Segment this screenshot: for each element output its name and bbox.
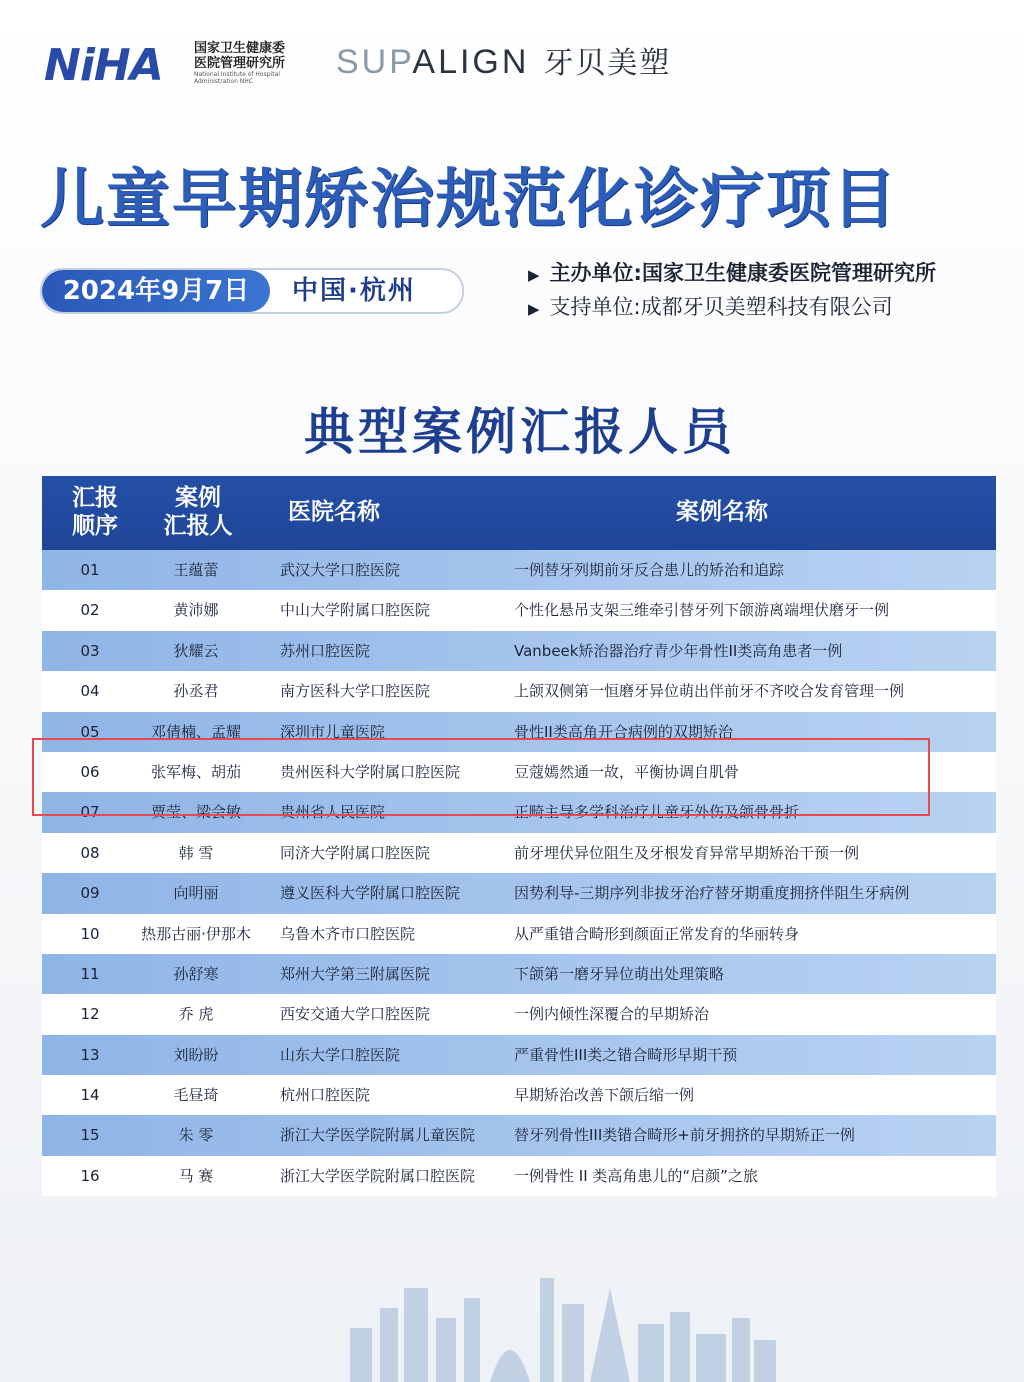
row-reporter: 孙舒寒 xyxy=(173,964,219,983)
section-title: 典型案例汇报人员 xyxy=(304,403,736,461)
supalign-logo xyxy=(336,40,671,84)
highlight-box xyxy=(32,738,930,816)
row-case: 一例骨性 II 类高角患儿的“启颜”之旅 xyxy=(514,1166,758,1185)
date-location-pill xyxy=(40,268,464,314)
row-number: 07 xyxy=(80,803,100,822)
row-case: 骨性II类高角开合病例的双期矫治 xyxy=(514,722,733,741)
supalign-sup: SUP xyxy=(336,43,413,81)
event-date: 2024年9月7日 xyxy=(42,270,270,312)
row-hospital: 山东大学口腔医院 xyxy=(280,1045,401,1064)
row-number: 15 xyxy=(80,1126,100,1145)
row-case: 个性化悬吊支架三维牵引替牙列下颌游离端埋伏磨牙一例 xyxy=(514,601,890,620)
table-row xyxy=(42,914,996,954)
table-row xyxy=(42,1035,996,1075)
row-hospital: 苏州口腔医院 xyxy=(280,641,371,660)
row-hospital: 中山大学附属口腔医院 xyxy=(280,601,431,620)
host-unit xyxy=(528,258,1018,288)
row-number: 09 xyxy=(80,884,100,903)
row-number: 12 xyxy=(80,1005,100,1024)
row-hospital: 深圳市儿童医院 xyxy=(280,722,386,741)
row-case: 替牙列骨性III类错合畸形+前牙拥挤的早期矫正一例 xyxy=(514,1126,855,1145)
row-case: 前牙埋伏异位阻生及牙根发育异常早期矫治干预一例 xyxy=(514,843,860,862)
table-row xyxy=(42,671,996,711)
row-number: 06 xyxy=(80,762,100,781)
table-row xyxy=(42,1156,996,1196)
row-reporter: 邓倩楠、孟耀 xyxy=(150,722,241,741)
table-row xyxy=(42,954,996,994)
header-order xyxy=(42,476,148,550)
row-hospital: 遵义医科大学附属口腔医院 xyxy=(280,884,461,903)
row-hospital: 浙江大学医学院附属口腔医院 xyxy=(280,1166,476,1185)
row-number: 14 xyxy=(80,1086,100,1105)
row-hospital: 武汉大学口腔医院 xyxy=(280,561,401,579)
niha-cn-line1: 国家卫生健康委 xyxy=(194,41,286,56)
main-title: 儿童早期矫治规范化诊疗项目 xyxy=(40,163,898,228)
row-reporter: 王蕴蕾 xyxy=(173,561,219,579)
header-order-line1: 汇报 xyxy=(72,485,118,512)
row-number: 04 xyxy=(80,682,100,701)
row-hospital: 贵州省人民医院 xyxy=(280,803,386,822)
support-unit xyxy=(528,292,1018,322)
row-number: 08 xyxy=(80,843,100,862)
header-reporter xyxy=(148,476,248,550)
row-case: 一例内倾性深覆合的早期矫治 xyxy=(514,1005,710,1024)
row-reporter: 刘盼盼 xyxy=(173,1045,219,1064)
niha-cn-line2: 医院管理研究所 xyxy=(194,55,286,71)
row-number: 16 xyxy=(80,1166,100,1185)
row-reporter: 毛昼琦 xyxy=(173,1086,219,1105)
table-row xyxy=(42,833,996,873)
row-reporter: 孙丞君 xyxy=(173,682,219,701)
header-order-line2: 顺序 xyxy=(72,513,118,539)
table-row xyxy=(42,550,996,590)
event-location: 中国·杭州 xyxy=(292,276,416,306)
row-case: 从严重错合畸形到颜面正常发育的华丽转身 xyxy=(514,924,800,943)
row-reporter: 朱 零 xyxy=(178,1126,214,1145)
row-case: 因势利导-三期序列非拔牙治疗替牙期重度拥挤伴阻生牙病例 xyxy=(514,884,910,903)
row-reporter: 黄沛娜 xyxy=(173,601,219,620)
row-reporter: 狄耀云 xyxy=(173,641,219,660)
row-case: 一例替牙列期前牙反合患儿的矫治和追踪 xyxy=(514,561,785,579)
city-skyline-illustration xyxy=(340,1268,780,1382)
row-hospital: 西安交通大学口腔医院 xyxy=(280,1005,431,1024)
row-case: 下颌第一磨牙异位萌出处理策略 xyxy=(514,964,725,983)
row-hospital: 南方医科大学口腔医院 xyxy=(280,682,431,701)
header-case: 案例名称 xyxy=(676,499,768,526)
row-reporter: 热那古丽·伊那木 xyxy=(141,924,251,943)
row-hospital: 杭州口腔医院 xyxy=(280,1086,371,1105)
niha-en: National Institute of Hospital Administration NHC xyxy=(194,70,280,85)
row-reporter: 韩 雪 xyxy=(178,843,214,862)
row-reporter: 张军梅、胡茄 xyxy=(150,762,241,781)
row-reporter: 向明丽 xyxy=(173,884,219,903)
row-hospital: 郑州大学第三附属医院 xyxy=(280,964,431,983)
row-hospital: 乌鲁木齐市口腔医院 xyxy=(280,924,416,943)
niha-logo-text xyxy=(194,42,314,86)
table-row xyxy=(42,994,996,1034)
row-number: 02 xyxy=(80,601,100,620)
triangle-bullet-icon: ▶ xyxy=(528,300,540,318)
row-number: 05 xyxy=(80,722,100,741)
header-reporter-line2: 汇报人 xyxy=(163,513,233,539)
table-row xyxy=(42,631,996,671)
row-number: 13 xyxy=(80,1045,100,1064)
table-row xyxy=(42,1075,996,1115)
row-hospital: 贵州医科大学附属口腔医院 xyxy=(280,762,461,781)
row-case: 严重骨性III类之错合畸形早期干预 xyxy=(514,1045,738,1064)
row-number: 11 xyxy=(80,964,100,983)
row-number: 01 xyxy=(80,561,100,579)
row-case: 豆蔻嫣然通一故，平衡协调自肌骨 xyxy=(514,762,740,781)
triangle-bullet-icon: ▶ xyxy=(528,266,540,284)
reporters-table xyxy=(42,476,996,1196)
host-unit-text: 主办单位:国家卫生健康委医院管理研究所 xyxy=(549,261,936,285)
support-unit-text: 支持单位:成都牙贝美塑科技有限公司 xyxy=(549,295,893,319)
row-number: 10 xyxy=(80,924,100,943)
row-reporter: 贾莹、梁会敏 xyxy=(150,803,241,822)
niha-logo xyxy=(44,38,314,94)
supalign-cn: 牙贝美塑 xyxy=(543,47,672,80)
niha-logo-mark: NiHA xyxy=(44,40,163,91)
row-case: 早期矫治改善下颌后缩一例 xyxy=(514,1086,695,1105)
row-number: 03 xyxy=(80,641,100,660)
row-case: 上颌双侧第一恒磨牙异位萌出伴前牙不齐咬合发育管理一例 xyxy=(514,682,905,701)
table-header xyxy=(42,476,996,550)
table-body xyxy=(42,550,996,1196)
row-case: Vanbeek矫治器治疗青少年骨性II类高角患者一例 xyxy=(514,641,843,660)
table-row xyxy=(42,1115,996,1155)
row-hospital: 同济大学附属口腔医院 xyxy=(280,843,431,862)
row-reporter: 乔 虎 xyxy=(178,1005,214,1024)
row-hospital: 浙江大学医学院附属儿童医院 xyxy=(280,1126,476,1145)
table-row xyxy=(42,873,996,913)
header-reporter-line1: 案例 xyxy=(175,485,221,512)
header-hospital: 医院名称 xyxy=(288,499,380,526)
table-row xyxy=(42,590,996,630)
row-case: 正畸主导多学科治疗儿童牙外伤及颌骨骨折 xyxy=(514,803,800,822)
row-reporter: 马 赛 xyxy=(178,1166,214,1185)
supalign-align: ALIGN xyxy=(412,43,530,81)
